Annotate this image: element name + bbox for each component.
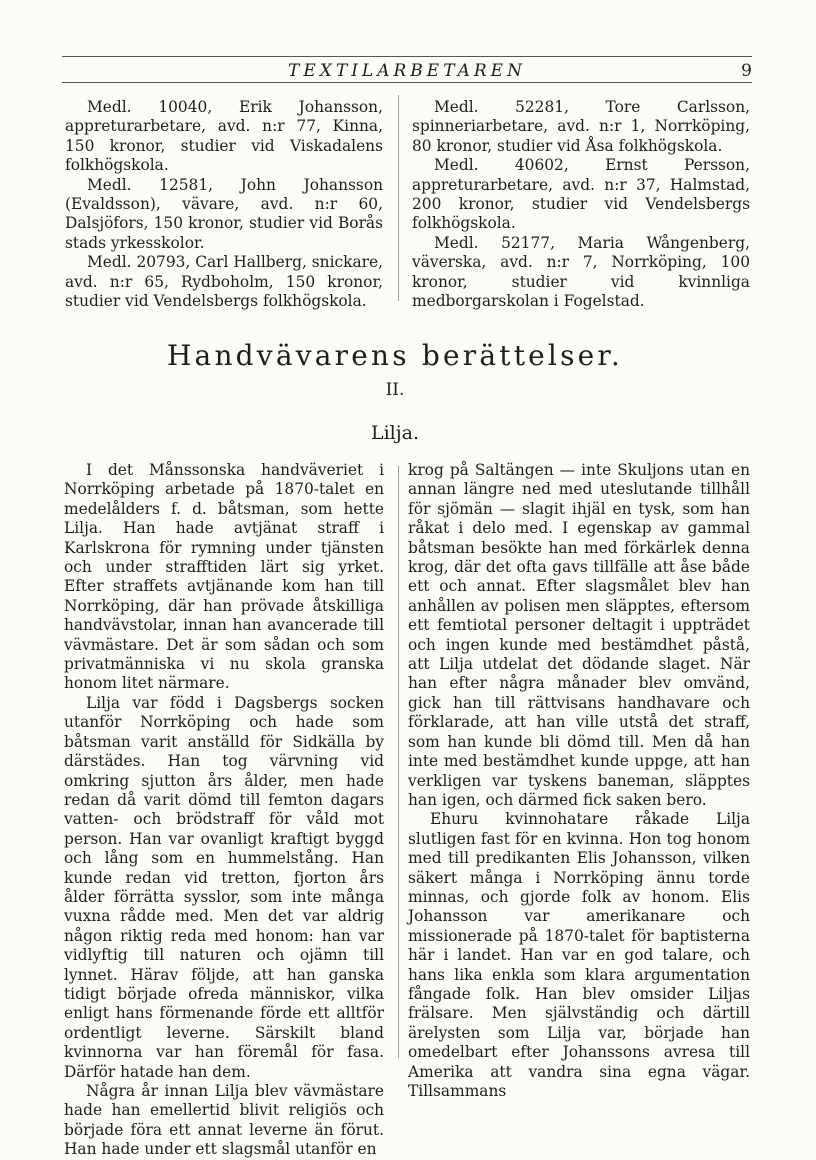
member-entry: Medl. 40602, Ernst Persson, appreturarbetare, avd. n:r 37, Halmstad, 200 kronor, studier vid Vendelsbergs folkhögskola. bbox=[412, 156, 750, 233]
page-number: 9 bbox=[741, 61, 752, 81]
article-part-number: II. bbox=[385, 380, 405, 400]
article-subtitle: Lilja. bbox=[370, 422, 420, 444]
member-list-right bbox=[412, 98, 750, 311]
member-entry: Medl. 52281, Tore Carlsson, spinneriarbetare, avd. n:r 1, Norrköping, 80 kronor, studier vid Åsa folkhögskola. bbox=[412, 98, 750, 155]
member-entry: Medl. 52177, Maria Wångenberg, väverska, avd. n:r 7, Norrköping, 100 kronor, studier vid kvinnliga medborgarskolan i Fogelstad. bbox=[412, 233, 750, 311]
article-paragraph: Ehuru kvinnohatare råkade Lilja slutligen fast för en kvinna. Hon tog honom med till predikanten Elis Johansson, vilken säkert många i Norrköping ännu torde minnas, och gjorde folk av honom. Elis Johansson var amerikanare och missionerade på 1870-talet för baptisterna här i landet. Han var en god talare, och hans lika enkla som klara argumentation fångade folk. Han blev omsider Liljas frälsare. Men självständig och därtill ärelysten som Lilja var, började han omedelbart efter Johanssons avresa till Amerika att vandra sina egna vägar. Tillsammans bbox=[408, 810, 750, 1100]
running-title: TEXTILARBETAREN bbox=[288, 61, 526, 81]
article-paragraph: krog på Saltängen — inte Skuljons utan en annan längre ned med uteslutande tillhåll för sjömän — slagit ihjäl en tysk, som han råkat i delo med. I egenskap av gammal båtsman besökte han med förkärlek denna krog, där det ofta gavs tillfälle att åse både ett och annat. Efter slagsmålet blev han anhållen av polisen men släpptes, eftersom ett femtiotal personer deltagit i uppträdet och ingen kunde med bestämdhet påstå, att Lilja utdelat det dödande slaget. När han efter några månader blev omvänd, gick han till rättvisans handhavare och förklarade, att han ville utstå det straff, som han kunde bli dömd till. Men då han inte med bestämdhet kunde uppge, att han verkligen var tyskens baneman, släpptes han igen, och därmed fick saken bero. bbox=[408, 461, 750, 809]
article-column-right bbox=[408, 461, 750, 1101]
member-entry: Medl. 12581, John Johansson (Evaldsson), vävare, avd. n:r 60, Dalsjöfors, 150 kronor, studier vid Borås stads yrkesskolor. bbox=[65, 175, 383, 252]
article-paragraph: Lilja var född i Dagsbergs socken utanför Norrköping och hade som båtsman varit anställd för Sidkälla by därstädes. Han tog värvning vid omkring sjutton års ålder, men hade redan då varit dömd till femton dagars vatten- och brödstraff för våld mot person. Han var ovanligt kraftigt byggd och lång som en hummelstång. Han kunde redan vid tretton, fjorton års ålder förrätta sysslor, som inte många vuxna rådde med. Men det var aldrig någon riktig reda med honom: han var vidlyftig till naturen och ojämn till lynnet. Härav följde, att han ganska tidigt började ofreda människor, vilka enligt hans förmenande förde ett alltför ordentligt leverne. Särskilt bland kvinnorna var han föremål för fasa. Därför hatade han dem. bbox=[64, 693, 384, 1081]
article-title: Handvävarens berättelser. bbox=[166, 339, 624, 372]
header-rule-bottom bbox=[62, 82, 752, 83]
member-entry: Medl. 20793, Carl Hallberg, snickare, avd. n:r 65, Rydboholm, 150 kronor, studier vid Vendelsbergs folkhögskola. bbox=[65, 253, 383, 311]
header-rule-top bbox=[62, 56, 752, 57]
column-divider-body bbox=[398, 466, 399, 1058]
member-list-left bbox=[65, 98, 383, 311]
article-column-left bbox=[64, 461, 384, 1160]
member-entry: Medl. 10040, Erik Johansson, appreturarbetare, avd. n:r 77, Kinna, 150 kronor, studier vid Viskadalens folkhögskola. bbox=[65, 98, 383, 175]
column-divider-top bbox=[398, 95, 399, 301]
article-paragraph: Några år innan Lilja blev vävmästare hade han emellertid blivit religiös och började föra ett annat leverne än förut. Han hade under ett slagsmål utanför en bbox=[64, 1082, 384, 1159]
article-paragraph: I det Månssonska handväveriet i Norrköping arbetade på 1870-talet en medelålders f. d. båtsman, som hette Lilja. Han hade avtjänat straff i Karlskrona för rymning under tjänsten och under strafftiden lärt sig yrket. Efter straffets avtjänande kom han till Norrköping, där han prövade åtskilliga handvävstolar, innan han avancerade till vävmästare. Det är som sådan och som privatmänniska vi nu skola granska honom litet närmare. bbox=[64, 461, 384, 693]
